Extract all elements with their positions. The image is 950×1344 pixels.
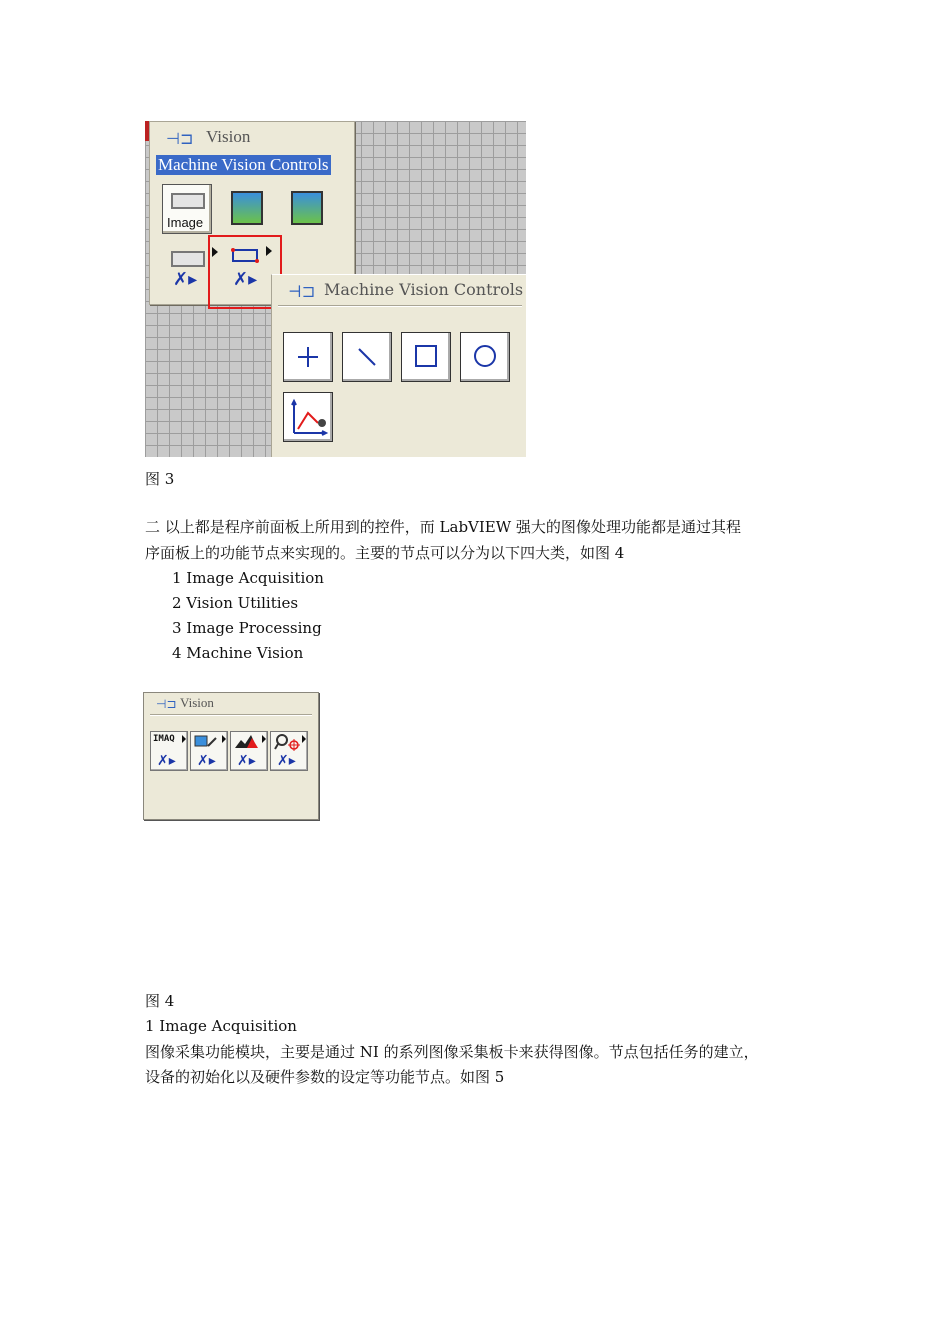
histogram-icon [234, 734, 262, 750]
image-processing-node[interactable] [230, 731, 268, 771]
node-label: IMAQ [153, 734, 175, 744]
vision-utilities-node[interactable] [190, 731, 228, 771]
separator [278, 305, 522, 307]
submenu-arrow-icon [182, 735, 186, 743]
machine-vision-node[interactable] [270, 731, 308, 771]
picture-icon [291, 191, 323, 225]
submenu-arrow-icon [302, 735, 306, 743]
point-tool[interactable] [283, 332, 333, 382]
separator [150, 714, 312, 716]
submenu-arrow-icon [222, 735, 226, 743]
axes-icon [284, 393, 332, 441]
image-control[interactable] [162, 184, 212, 234]
image-display-icon [171, 193, 205, 209]
vision-x-icon: ✗▸ [197, 753, 216, 769]
oval-tool[interactable] [460, 332, 510, 382]
line-icon [343, 333, 391, 381]
circle-icon [461, 333, 509, 381]
utilities-icon [194, 734, 218, 750]
machine-vision-subpalette [271, 274, 526, 457]
image-ref-control[interactable] [162, 244, 212, 294]
section-line-1: 图像采集功能模块，主要是通过 NI 的系列图像采集板卡来获得图像。节点包括任务的建立， [145, 1043, 759, 1061]
pin-icon[interactable]: ⊣⊐ [288, 282, 316, 301]
list-item: 4 Machine Vision [172, 644, 304, 662]
magnifier-target-icon [274, 733, 302, 751]
intro-line-1: 二 以上都是程序前面板上所用到的控件，而 LabVIEW 强大的图像处理功能都是通过其程 [145, 518, 741, 536]
crosshair-icon [284, 333, 332, 381]
list-item: 2 Vision Utilities [172, 594, 299, 612]
palette-title: Vision [206, 127, 251, 146]
coordinate-system-tool[interactable] [283, 392, 333, 442]
vision-x-icon: ✗▸ [237, 753, 256, 769]
figure-3-screenshot [145, 121, 526, 457]
picture-control-1[interactable] [222, 184, 272, 234]
vision-x-icon: ✗▸ [173, 269, 198, 290]
section-line-2: 设备的初始化以及硬件参数的设定等功能节点。如图 5 [145, 1068, 505, 1086]
image-acquisition-node[interactable] [150, 731, 188, 771]
pin-icon[interactable]: ⊣⊐ [166, 131, 194, 148]
intro-line-2: 序面板上的功能节点来实现的。主要的节点可以分为以下四大类，如图 4 [145, 544, 625, 562]
vision-x-icon: ✗▸ [277, 753, 296, 769]
figure-4-caption: 图 4 [145, 992, 175, 1010]
submenu-arrow-icon [266, 246, 272, 256]
image-frame-icon [171, 251, 205, 267]
picture-icon [231, 191, 263, 225]
figure-3-caption: 图 3 [145, 470, 175, 488]
rectangle-tool[interactable] [401, 332, 451, 382]
list-item: 3 Image Processing [172, 619, 322, 637]
vision-x-icon: ✗▸ [157, 753, 176, 769]
submenu-arrow-icon [262, 735, 266, 743]
selected-category[interactable]: Machine Vision Controls [158, 155, 329, 174]
palette-title: Vision [180, 695, 214, 710]
image-control-label: Image [167, 215, 204, 230]
vision-x-icon: ✗▸ [233, 269, 258, 290]
figure-4-screenshot [143, 692, 319, 820]
picture-control-2[interactable] [282, 184, 332, 234]
line-tool[interactable] [342, 332, 392, 382]
square-icon [402, 333, 450, 381]
pin-icon[interactable]: ⊣⊐ [156, 697, 177, 711]
list-item: 1 Image Acquisition [172, 569, 324, 587]
section-heading: 1 Image Acquisition [145, 1017, 297, 1035]
subpalette-title: Machine Vision Controls [324, 280, 524, 299]
